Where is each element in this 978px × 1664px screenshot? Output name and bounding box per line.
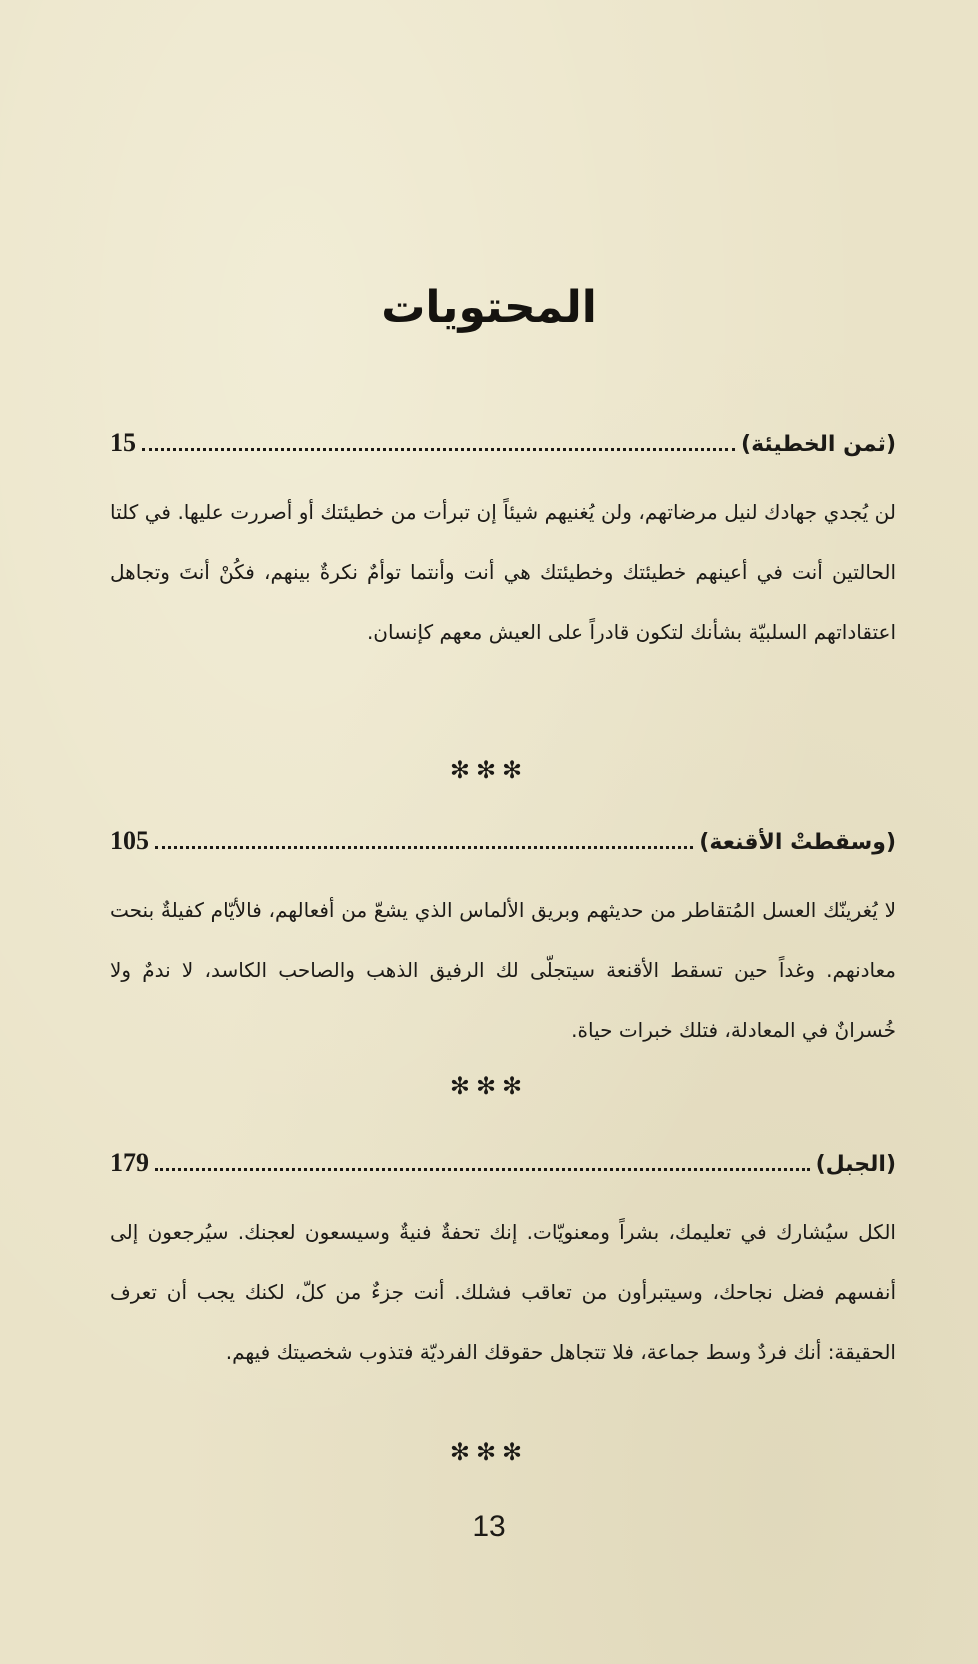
toc-entry: [110, 428, 896, 662]
toc-entry-description: لا يُغرينّك العسل المُتقاطر من حديثهم وبريق الألماس الذي يشعّ من أفعالهم، فالأيّام كفيلةٌ بنحت معادنهم. وغداً حين تسقط الأقنعة سيتجلّى لك الرفيق الذهب والصاحب الكاسد، لا ندمٌ ولا خُسرانٌ في المعادلة، فتلك خبرات حياة.: [110, 898, 896, 1042]
toc-entry-title: (الجبل): [815, 1152, 896, 1177]
section-separator: ✻✻✻: [449, 1438, 529, 1466]
dot-leader: [142, 430, 735, 451]
toc-entry-description: لن يُجدي جهادك لنيل مرضاتهم، ولن يُغنيهم شيئاً إن تبرأت من خطيئتك أو أصررت عليها. في كلتا الحالتين أنت في أعينهم خطيئتك وخطيئتك هي أنت وأنتما توأمٌ نكرةٌ بينهم، فكُنْ أنتَ وتجاهل اعتقاداتهم السلبيّة بشأنك لتكون قادراً على العيش معهم كإنسان.: [110, 500, 896, 644]
page-title: المحتويات: [381, 282, 597, 333]
toc-entry-header: [110, 1148, 896, 1188]
toc-entry-title: (ثمن الخطيئة): [741, 432, 896, 457]
section-separator: ✻✻✻: [449, 756, 529, 784]
toc-entry-page-number: 15: [110, 428, 136, 457]
toc-entry-header: [110, 826, 896, 866]
toc-entry-page-number: 179: [110, 1148, 149, 1177]
page-number: 13: [472, 1510, 506, 1543]
dot-leader: [155, 1150, 810, 1171]
section-separator: ✻✻✻: [449, 1072, 529, 1100]
toc-entry-page-number: 105: [110, 826, 149, 855]
toc-entry: [110, 1148, 896, 1382]
toc-entry-description: الكل سيُشارك في تعليمك، بشراً ومعنويّات. إنك تحفةٌ فنيةٌ وسيسعون لعجنك. سيُرجعون إلى أنفسهم فضل نجاحك، وسيتبرأون من تعاقب فشلك. أنت جزءٌ من كلّ، لكنك يجب أن تعرف الحقيقة: أنك فردٌ وسط جماعة، فلا تتجاهل حقوقك الفرديّة فتذوب شخصيتك فيهم.: [110, 1220, 896, 1364]
toc-entry: [110, 826, 896, 1060]
toc-entry-header: [110, 428, 896, 468]
dot-leader: [155, 828, 693, 849]
toc-entry-title: (وسقطتْ الأقنعة): [699, 830, 896, 855]
